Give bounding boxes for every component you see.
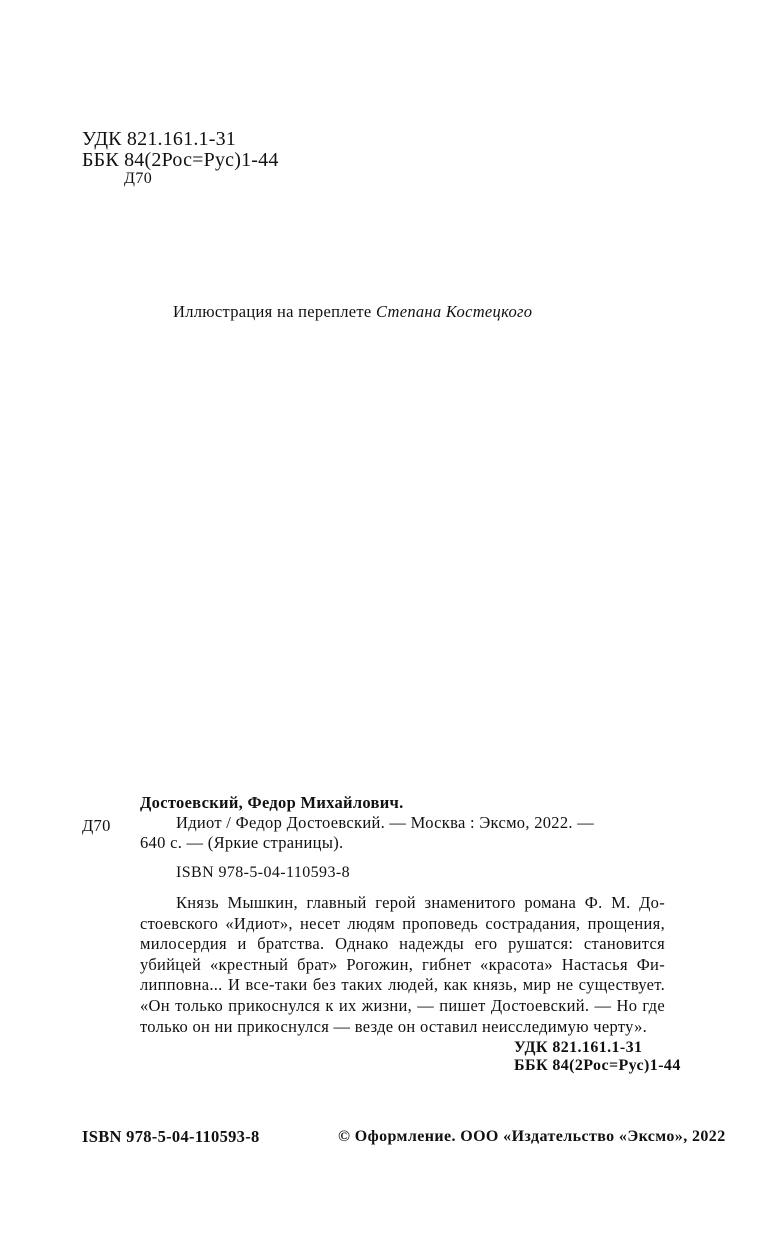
author-mark: Д70 xyxy=(124,170,153,187)
annotation xyxy=(140,893,665,1037)
author-heading: Достоевский, Федор Михайлович. xyxy=(140,793,404,812)
illustration-credit xyxy=(173,302,532,322)
copyright: © Оформление. ООО «Издательство «Эксмо», 2022 xyxy=(338,1128,726,1145)
annotation-line: милосердия и братства. Однако надежды его рушатся: становится xyxy=(140,934,665,954)
annotation-line: только он ни прикоснулся — везде он оставил неисследимую черту». xyxy=(140,1016,648,1036)
annotation-line: стоевского «Идиот», несет людям проповедь сострадания, прощения, xyxy=(140,913,665,933)
card-udk: УДК 821.161.1-31 xyxy=(514,1039,643,1056)
annotation-line: убийцей «крестный брат» Рогожин, гибнет «красота» Настасья Фи- xyxy=(140,954,665,974)
card-isbn: ISBN 978-5-04-110593-8 xyxy=(176,864,350,881)
annotation-line: липповна... И все-таки без таких людей, как князь, мир не существует. xyxy=(140,975,665,995)
bbk-code: ББК 84(2Рос=Рус)1-44 xyxy=(82,149,279,171)
card-bbk: ББК 84(2Рос=Рус)1-44 xyxy=(514,1057,681,1074)
bibliographic-description-line1: Идиот / Федор Достоевский. — Москва : Эксмо, 2022. — xyxy=(176,813,595,832)
illustration-label: Иллюстрация на переплете xyxy=(173,302,376,321)
annotation-line: «Он только прикоснулся к их жизни, — пишет Достоевский. — Но где xyxy=(140,995,665,1015)
annotation-line: Князь Мышкин, главный герой знаменитого романа Ф. М. До- xyxy=(176,893,665,912)
card-margin-mark: Д70 xyxy=(82,816,111,835)
udk-code: УДК 821.161.1-31 xyxy=(82,128,236,150)
illustration-artist: Степана Костецкого xyxy=(375,302,533,321)
footer-isbn: ISBN 978-5-04-110593-8 xyxy=(82,1127,260,1146)
bibliographic-description-line2: 640 с. — (Яркие страницы). xyxy=(140,833,344,852)
